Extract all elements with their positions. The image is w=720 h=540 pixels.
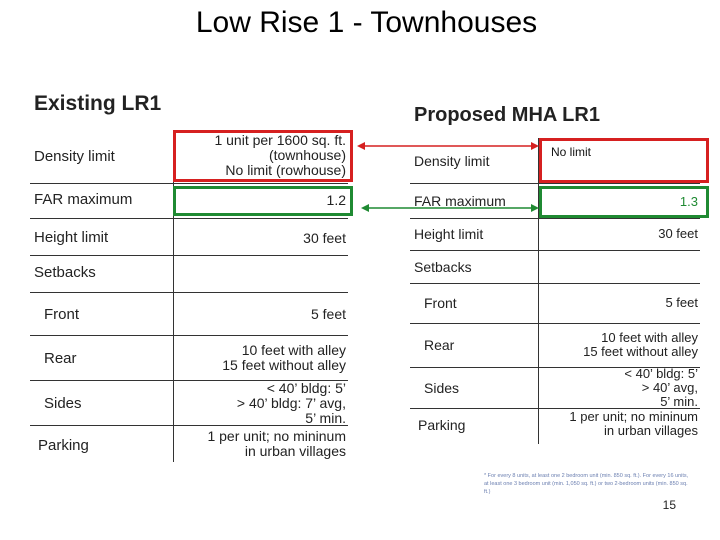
row-divider (30, 183, 348, 184)
rear-label: Rear (44, 350, 77, 367)
existing-density-highlight (173, 130, 353, 182)
sides-value: < 40’ bldg: 5’ > 40’ avg, 5’ min. (624, 366, 698, 409)
proposed-far-highlight (539, 186, 709, 218)
rear-value: 10 feet with alley 15 feet without alley (222, 342, 346, 373)
proposed-heading: Proposed MHA LR1 (414, 104, 600, 126)
parking-label: Parking (38, 437, 89, 454)
proposed-density-highlight (539, 138, 709, 183)
density-label: Density limit (414, 153, 490, 169)
row-divider (410, 283, 700, 284)
front-value: 5 feet (310, 306, 346, 322)
density-value: 1 unit per 1600 sq. ft. (townhouse) No limit (rowhouse) (214, 132, 346, 178)
far-label: FAR maximum (414, 193, 506, 209)
row-divider (410, 323, 700, 324)
front-label: Front (44, 306, 80, 323)
far-label: FAR maximum (34, 191, 133, 208)
setbacks-label: Setbacks (414, 259, 472, 275)
comparison-arrows (355, 136, 541, 218)
density-arrow-icon (357, 142, 539, 150)
sides-value: < 40’ bldg: 5’ > 40’ bldg: 7’ avg, 5’ min. (236, 380, 346, 426)
rear-value: 10 feet with alley 15 feet without alley (583, 330, 698, 359)
sides-label: Sides (424, 380, 460, 396)
row-divider (410, 218, 700, 219)
row-divider (30, 255, 348, 256)
front-label: Front (424, 295, 457, 311)
front-value: 5 feet (665, 295, 698, 310)
existing-heading: Existing LR1 (34, 92, 162, 115)
height-value: 30 feet (303, 230, 346, 246)
slide-title: Low Rise 1 - Townhouses (195, 6, 538, 39)
far-arrow-icon (361, 204, 539, 212)
height-label: Height limit (414, 226, 484, 242)
far-value: 1.2 (326, 192, 346, 208)
density-label: Density limit (34, 148, 115, 165)
unit-size-footnote: * For every 8 units, at least one 2 bedroom unit (min. 850 sq. ft.). For every 16 units, at least one 3 bedroom unit (min. 1,050 sq. ft.) or two 2-bedroom units (min. 850 sq. ft.) (484, 473, 689, 495)
parking-value: 1 per unit; no mininum in urban villages (207, 428, 346, 459)
sides-label: Sides (44, 395, 82, 412)
row-divider (30, 335, 348, 336)
page-number: 15 (662, 498, 676, 512)
parking-label: Parking (418, 417, 466, 433)
density-value: No limit (551, 145, 592, 159)
row-divider (30, 218, 348, 219)
height-value: 30 feet (658, 226, 698, 241)
existing-far-highlight (173, 186, 353, 216)
height-label: Height limit (34, 229, 109, 246)
parking-value: 1 per unit; no mininum in urban villages (569, 409, 698, 438)
rear-label: Rear (424, 337, 455, 353)
far-value: 1.3 (679, 194, 698, 209)
row-divider (30, 292, 348, 293)
row-divider (410, 250, 700, 251)
setbacks-label: Setbacks (34, 264, 96, 281)
